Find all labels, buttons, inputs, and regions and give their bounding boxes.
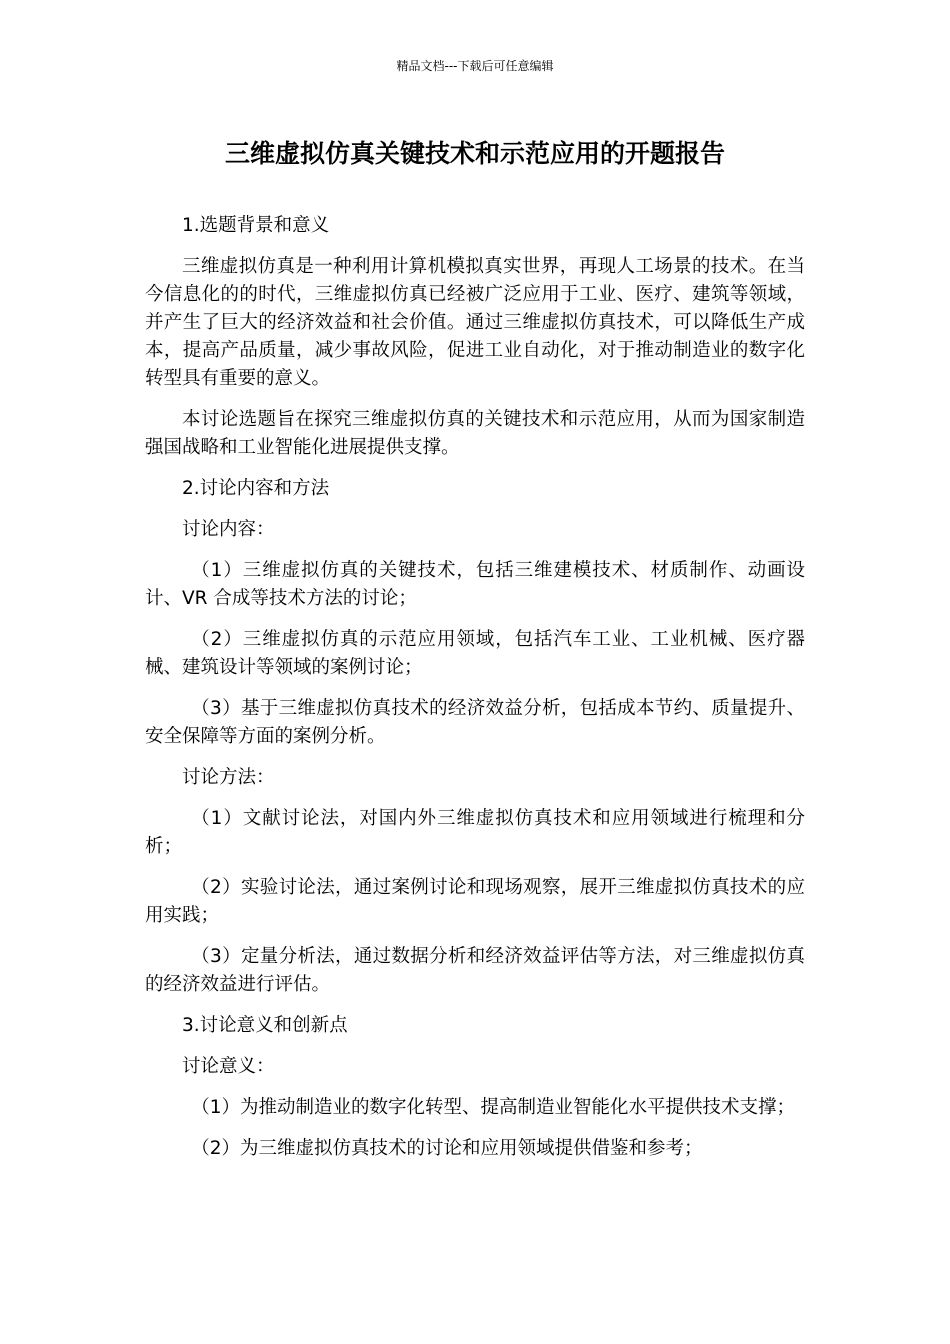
document-body bbox=[145, 212, 805, 1176]
significance-item-1: （1）为推动制造业的数字化转型、提高制造业智能化水平提供技术支撑； bbox=[191, 1097, 796, 1118]
content-item-3: （3）基于三维虚拟仿真技术的经济效益分析，包括成本节约、质量提升、安全保障等方面的案例分析。 bbox=[145, 698, 805, 747]
section2-heading: 2.讨论内容和方法 bbox=[182, 478, 330, 499]
section1-paragraph-2: 本讨论选题旨在探究三维虚拟仿真的关键技术和示范应用，从而为国家制造强国战略和工业智能化进展提供支撑。 bbox=[145, 409, 805, 458]
section3-heading: 3.讨论意义和创新点 bbox=[182, 1015, 348, 1036]
content-item-2: （2）三维虚拟仿真的示范应用领域，包括汽车工业、工业机械、医疗器械、建筑设计等领域的案例讨论； bbox=[145, 629, 805, 678]
significance-item-2: （2）为三维虚拟仿真技术的讨论和应用领域提供借鉴和参考； bbox=[191, 1138, 703, 1159]
section1-paragraph-1: 三维虚拟仿真是一种利用计算机模拟真实世界，再现人工场景的技术。在当今信息化的的时代，三维虚拟仿真已经被广泛应用于工业、医疗、建筑等领域，并产生了巨大的经济效益和社会价值。通过三维虚拟仿真技术，可以降低生产成本，提高产品质量，减少事故风险，促进工业自动化，对于推动制造业的数字化转型具有重要的意义。 bbox=[145, 256, 805, 389]
page-header: 精品文档---下载后可任意编辑 bbox=[396, 59, 554, 73]
document-title: 三维虚拟仿真关键技术和示范应用的开题报告 bbox=[224, 139, 725, 168]
method-item-1: （1）文献讨论法，对国内外三维虚拟仿真技术和应用领域进行梳理和分析； bbox=[145, 808, 805, 857]
content-item-1: （1）三维虚拟仿真的关键技术，包括三维建模技术、材质制作、动画设计、VR 合成等技术方法的讨论； bbox=[145, 560, 805, 609]
method-item-3: （3）定量分析法，通过数据分析和经济效益评估等方法，对三维虚拟仿真的经济效益进行评估。 bbox=[145, 946, 805, 995]
method-label: 讨论方法： bbox=[182, 767, 275, 788]
method-item-2: （2）实验讨论法，通过案例讨论和现场观察，展开三维虚拟仿真技术的应用实践； bbox=[145, 877, 805, 926]
section1-heading: 1.选题背景和意义 bbox=[182, 215, 330, 236]
significance-label: 讨论意义： bbox=[182, 1056, 275, 1077]
content-label: 讨论内容： bbox=[182, 519, 275, 540]
